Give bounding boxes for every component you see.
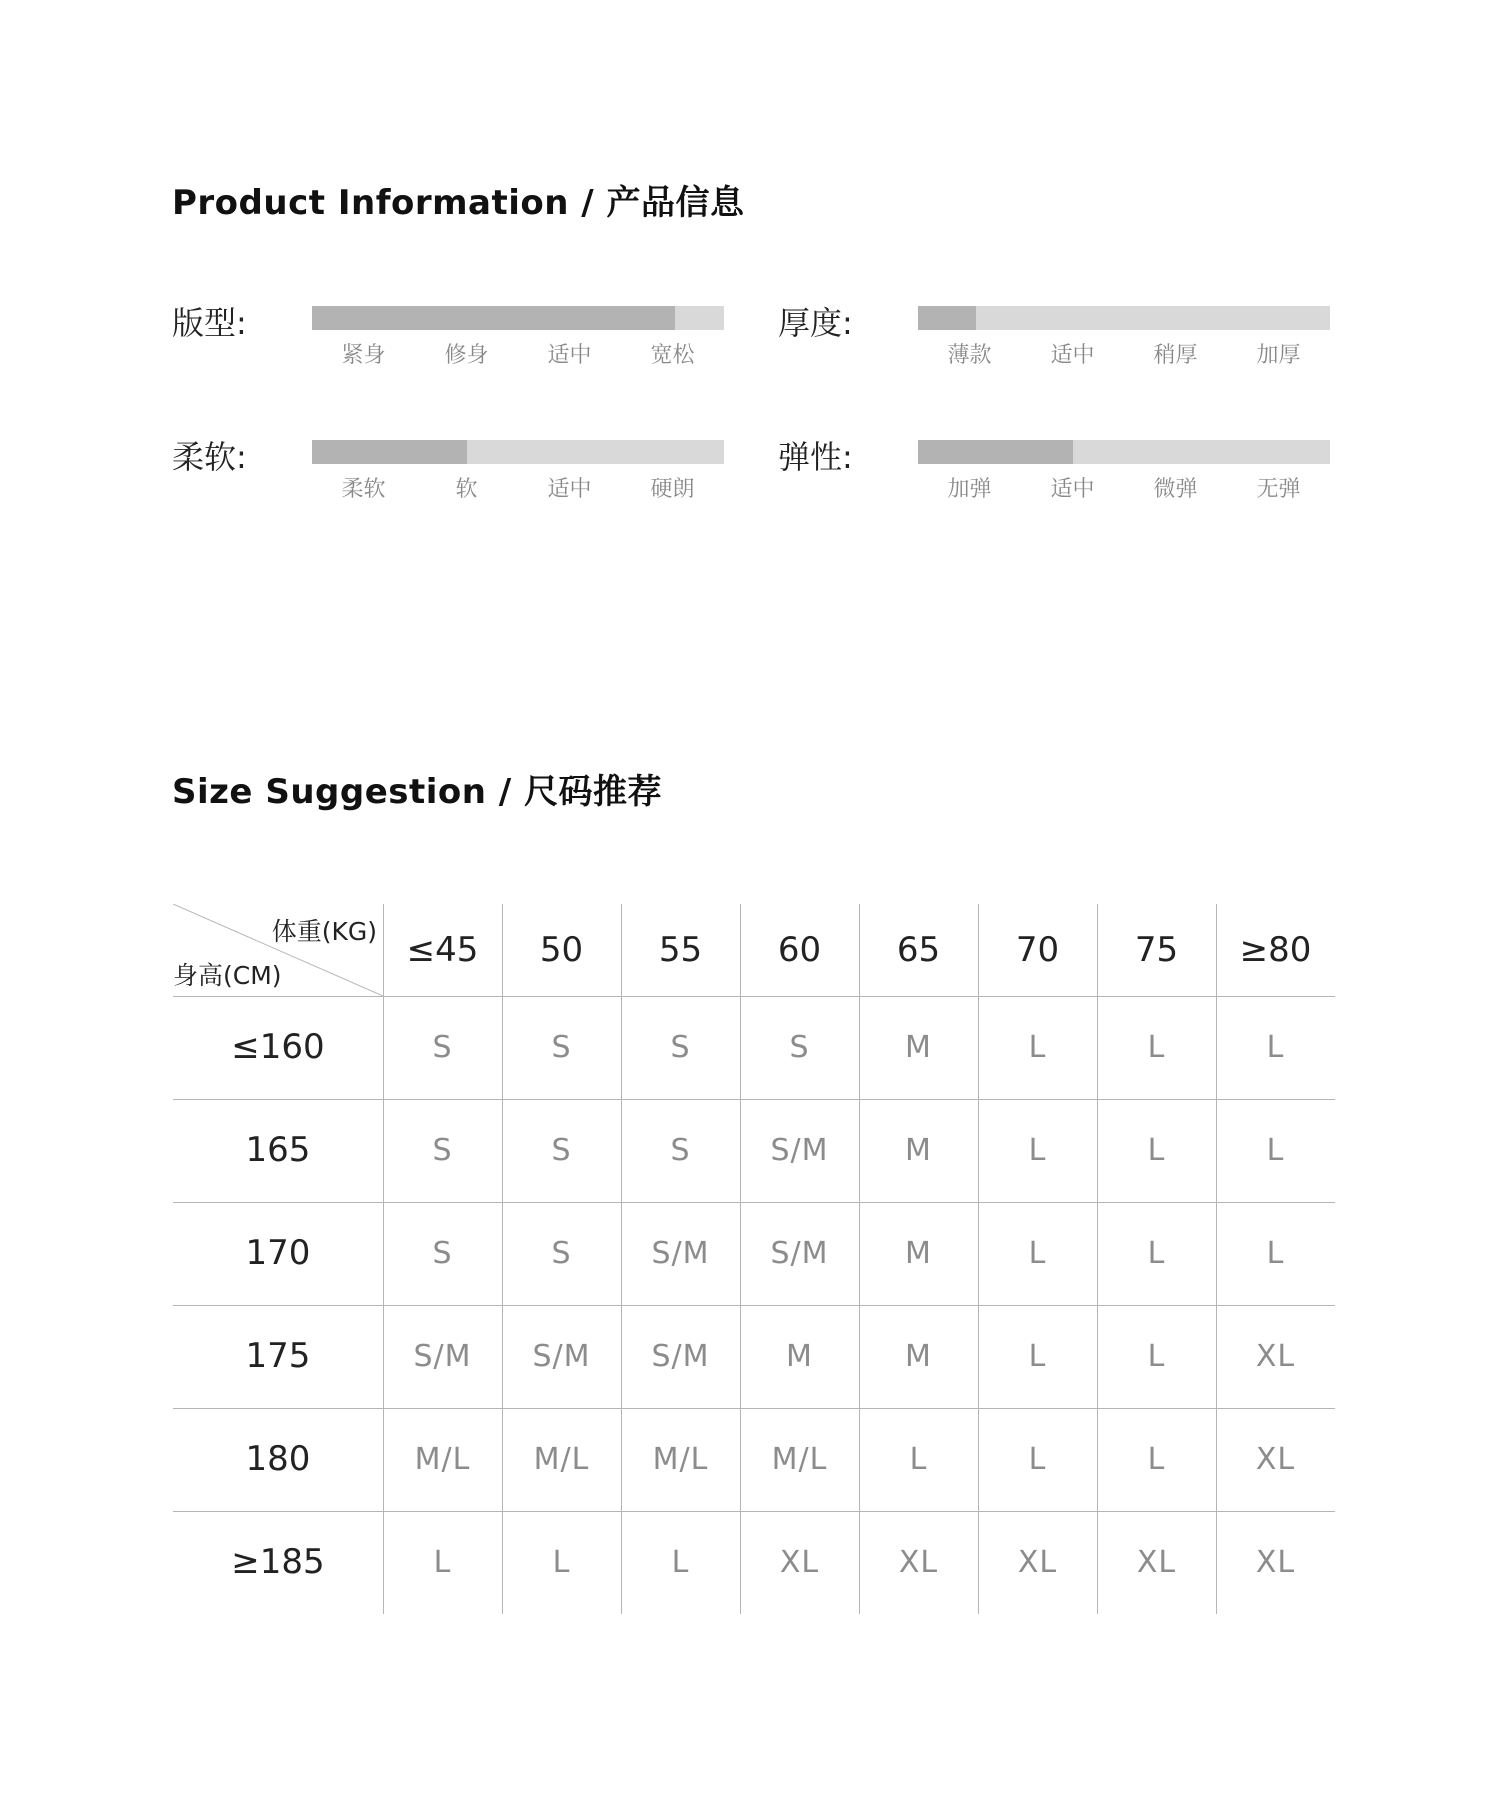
size-cell: S/M [651,1339,710,1374]
size-cell: L [1147,1442,1166,1477]
attr-thickness-bar-fill [918,306,976,330]
scale-label: 加弹 [947,477,992,502]
column-divider [740,904,741,1614]
size-cell: XL [898,1545,939,1580]
scale-label: 适中 [1050,477,1095,502]
size-cell: S [551,1236,572,1271]
size-cell: L [1028,1133,1047,1168]
size-cell: M [786,1339,813,1374]
size-cell: S/M [770,1133,829,1168]
scale-label: 加厚 [1256,343,1301,368]
size-cell: L [1028,1442,1047,1477]
scale-label: 微弹 [1153,477,1198,502]
size-cell: XL [779,1545,820,1580]
attr-softness-scale [312,472,724,502]
column-divider [859,904,860,1614]
scale-label: 硬朗 [650,477,695,502]
table-corner-header [173,904,383,996]
attr-thickness-label: 厚度: [778,304,853,342]
size-cell: L [1028,1236,1047,1271]
size-cell: L [1028,1030,1047,1065]
column-divider [1097,904,1098,1614]
attr-fit-bar [312,306,724,330]
scale-label: 软 [455,477,478,502]
size-cell: L [1147,1339,1166,1374]
size-cell: S/M [532,1339,591,1374]
size-cell: XL [1136,1545,1177,1580]
size-cell: M [905,1133,932,1168]
height-row-header: 180 [245,1439,311,1479]
size-cell: S [432,1133,453,1168]
column-divider [978,904,979,1614]
attr-softness [172,432,752,542]
attr-fit-bar-fill [312,306,675,330]
weight-column-header: 75 [1134,930,1179,970]
size-cell: L [909,1442,928,1477]
height-row-header: 170 [245,1233,311,1273]
scale-label: 紧身 [341,343,386,368]
height-row-header: 165 [245,1130,311,1170]
weight-column-header: 50 [539,930,584,970]
column-divider [1216,904,1217,1614]
attr-fit-scale [312,338,724,368]
attr-softness-bar [312,440,724,464]
height-row-header: ≥185 [231,1542,325,1582]
size-cell: M/L [414,1442,471,1477]
scale-label: 稍厚 [1153,343,1198,368]
size-cell: S [432,1030,453,1065]
size-cell: S/M [413,1339,472,1374]
size-table [173,904,1335,1614]
size-cell: L [1147,1236,1166,1271]
attr-elasticity [778,432,1358,542]
size-cell: S [670,1030,691,1065]
scale-label: 柔软 [341,477,386,502]
size-cell: M [905,1030,932,1065]
row-divider [173,1202,1335,1203]
weight-column-header: 70 [1015,930,1060,970]
size-cell: S [670,1133,691,1168]
attr-fit [172,298,752,408]
weight-column-header: 65 [896,930,941,970]
scale-label: 适中 [1050,343,1095,368]
size-cell: L [1147,1133,1166,1168]
attr-elasticity-label: 弹性: [778,438,853,476]
size-cell: S/M [651,1236,710,1271]
size-cell: S [551,1133,572,1168]
scale-label: 修身 [444,343,489,368]
scale-label: 薄款 [947,343,992,368]
size-cell: L [552,1545,571,1580]
size-cell: S/M [770,1236,829,1271]
row-divider [173,1305,1335,1306]
row-divider [173,996,1335,997]
row-divider [173,1511,1335,1512]
column-divider [502,904,503,1614]
size-cell: L [1028,1339,1047,1374]
attr-fit-label: 版型: [172,304,247,342]
size-cell: XL [1255,1339,1296,1374]
attr-softness-label: 柔软: [172,438,247,476]
attr-elasticity-bar [918,440,1330,464]
weight-column-header: ≥80 [1239,930,1312,970]
attr-thickness-bar [918,306,1330,330]
scale-label: 无弹 [1256,477,1301,502]
attr-elasticity-bar-fill [918,440,1073,464]
size-cell: L [1266,1133,1285,1168]
column-divider [621,904,622,1614]
size-cell: M [905,1236,932,1271]
size-cell: S [432,1236,453,1271]
attr-softness-bar-fill [312,440,467,464]
weight-column-header: 60 [777,930,822,970]
size-cell: S [789,1030,810,1065]
scale-label: 适中 [547,343,592,368]
size-cell: L [433,1545,452,1580]
attr-thickness-scale [918,338,1330,368]
size-cell: L [1266,1030,1285,1065]
size-cell: M/L [771,1442,828,1477]
height-row-header: 175 [245,1336,311,1376]
weight-column-header: 55 [658,930,703,970]
height-axis-label: 身高(CM) [173,961,282,990]
size-cell: XL [1255,1442,1296,1477]
size-cell: XL [1017,1545,1058,1580]
row-divider [173,1408,1335,1409]
size-cell: M [905,1339,932,1374]
size-suggestion-title: Size Suggestion / 尺码推荐 [172,772,663,812]
scale-label: 适中 [547,477,592,502]
product-info-title: Product Information / 产品信息 [172,183,745,223]
size-cell: L [1266,1236,1285,1271]
height-row-header: ≤160 [231,1027,325,1067]
size-cell: L [1147,1030,1166,1065]
weight-axis-label: 体重(KG) [271,917,377,946]
scale-label: 宽松 [650,343,695,368]
size-cell: M/L [652,1442,709,1477]
size-cell: M/L [533,1442,590,1477]
size-cell: S [551,1030,572,1065]
row-divider [173,1099,1335,1100]
column-divider [383,904,384,1614]
weight-column-header: ≤45 [406,930,479,970]
size-cell: L [671,1545,690,1580]
attr-elasticity-scale [918,472,1330,502]
attr-thickness [778,298,1358,408]
size-cell: XL [1255,1545,1296,1580]
